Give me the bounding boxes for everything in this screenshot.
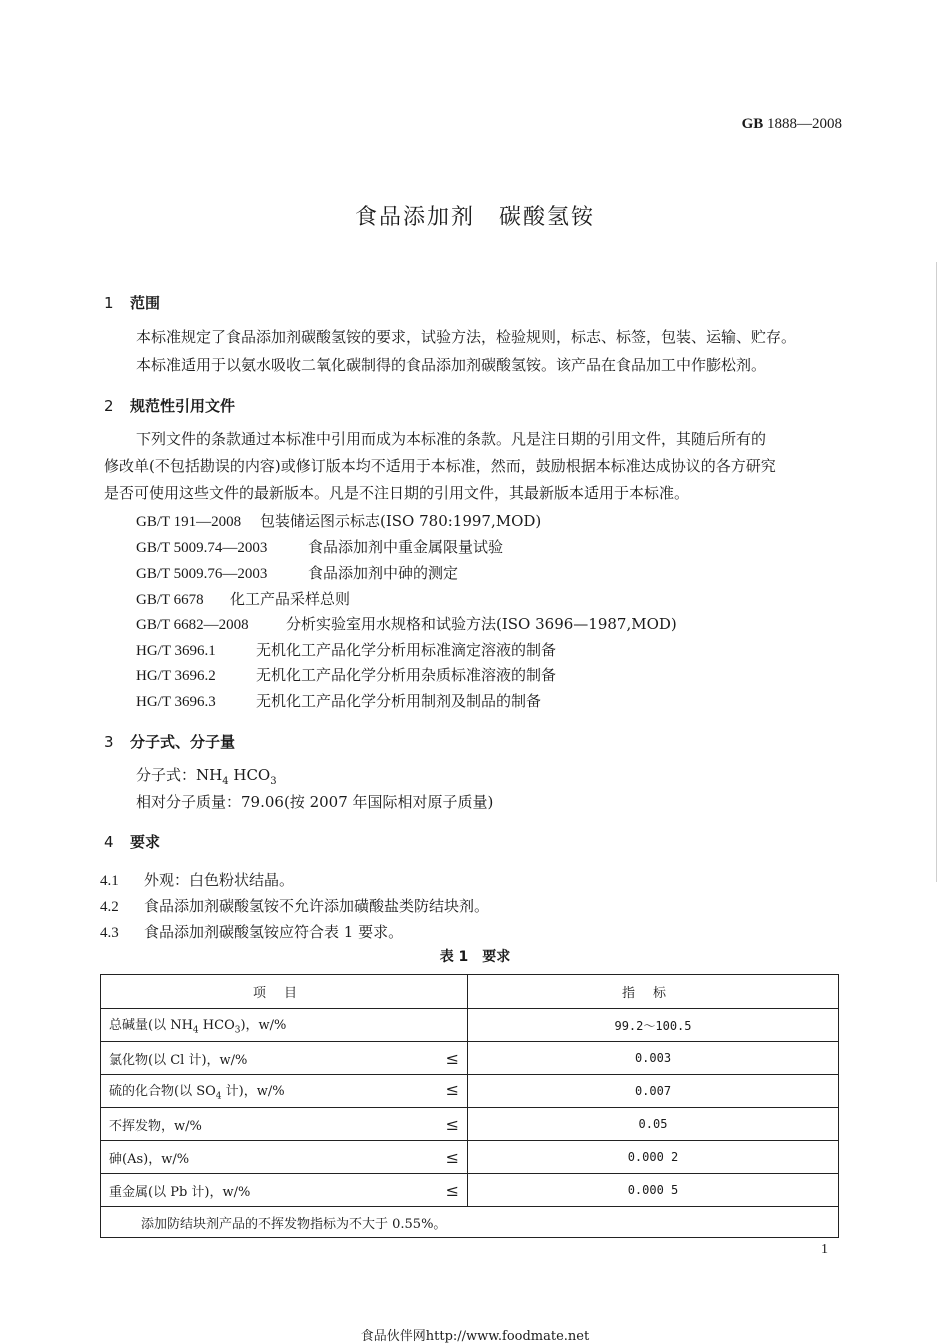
section-number: 3 (104, 733, 114, 751)
reference-item (136, 639, 556, 660)
reference-item (136, 562, 458, 583)
section-title: 规范性引用文件 (130, 397, 236, 415)
reference-title: 包装储运图示标志(ISO 780:1997,MOD) (260, 512, 542, 530)
reference-item (136, 690, 541, 711)
clause-number: 4.2 (100, 899, 119, 915)
clause-item (100, 869, 294, 890)
column-header-value: 指标 (468, 975, 839, 1009)
reference-item (136, 536, 503, 557)
table-row (101, 1075, 839, 1108)
clause-text: 食品添加剂碳酸氢铵应符合表 1 要求。 (144, 923, 404, 941)
reference-title: 无机化工产品化学分析用杂质标准溶液的制备 (256, 666, 557, 684)
reference-code: HG/T 3696.2 (136, 668, 216, 684)
clause-number: 4.1 (100, 873, 119, 889)
reference-title: 食品添加剂中重金属限量试验 (308, 538, 504, 556)
reference-item (136, 588, 350, 609)
column-header-item: 项目 (101, 975, 468, 1009)
reference-item (136, 613, 677, 634)
formula-label: 分子式： (136, 766, 197, 784)
row-value: 0.000 2 (468, 1141, 839, 1174)
table-caption: 表 1 要求 (439, 949, 511, 965)
requirements-table (100, 974, 839, 1238)
section-title: 范围 (130, 294, 161, 312)
section-1-para-2: 本标准适用于以氨水吸收二氧化碳制得的食品添加剂碳酸氢铵。该产品在食品加工中作膨松剂。 (136, 356, 767, 374)
item-subscript: 4 (192, 1025, 199, 1036)
reference-title: 分析实验室用水规格和试验方法(ISO 3696—1987,MOD) (286, 615, 677, 633)
row-value: 0.05 (468, 1108, 839, 1141)
section-1-para-1: 本标准规定了食品添加剂碳酸氢铵的要求，试验方法，检验规则，标志、标签，包装、运输、贮存。 (136, 328, 797, 346)
reference-item (136, 664, 556, 685)
reference-title: 食品添加剂中砷的测定 (308, 564, 459, 582)
row-value: 0.003 (468, 1042, 839, 1075)
reference-code: GB/T 6682—2008 (136, 617, 249, 633)
clause-item (100, 921, 403, 942)
item-text: 计)，w/% (221, 1084, 285, 1100)
section-2-heading (104, 395, 235, 416)
table-row (101, 1141, 839, 1174)
row-item (101, 1141, 468, 1174)
section-2-para-line-1: 下列文件的条款通过本标准中引用而成为本标准的条款。凡是注日期的引用文件，其随后所有的 (136, 430, 767, 448)
section-number: 2 (104, 397, 114, 415)
row-item (101, 1174, 468, 1207)
section-number: 4 (104, 833, 114, 851)
item-text: 硫的化合物(以 SO (109, 1084, 216, 1100)
reference-code: GB/T 5009.76—2003 (136, 566, 268, 582)
reference-code: GB/T 6678 (136, 592, 204, 608)
row-item (101, 1075, 468, 1108)
item-text: 重金属(以 Pb 计)，w/% (109, 1184, 251, 1200)
less-equal-sign: ≤ (445, 1048, 459, 1068)
reference-title: 化工产品采样总则 (230, 590, 351, 608)
clause-number: 4.3 (100, 925, 119, 941)
molecular-mass: 相对分子质量：79.06(按 2007 年国际相对原子质量) (136, 793, 494, 811)
standard-code-number: 1888—2008 (763, 116, 842, 132)
reference-title: 无机化工产品化学分析用制剂及制品的制备 (256, 692, 542, 710)
standard-code-prefix: GB (741, 116, 764, 132)
reference-code: HG/T 3696.3 (136, 694, 216, 710)
row-value: 0.000 5 (468, 1174, 839, 1207)
clause-text: 外观：白色粉状结晶。 (144, 871, 295, 889)
section-2-para-line-3: 是否可使用这些文件的最新版本。凡是不注日期的引用文件，其最新版本适用于本标准。 (104, 484, 690, 502)
table-row (101, 1174, 839, 1207)
section-title: 要求 (130, 833, 161, 851)
footer-watermark: 食品伙伴网http://www.foodmate.net (360, 1329, 590, 1344)
section-2-para-line-2: 修改单(不包括勘误的内容)或修订版本均不适用于本标准，然而，鼓励根据本标准达成协议的各方研究 (104, 457, 776, 475)
clause-item (100, 895, 489, 916)
section-number: 1 (104, 294, 114, 312)
section-title: 分子式、分子量 (130, 733, 236, 751)
reference-code: GB/T 191—2008 (136, 514, 242, 530)
row-item (101, 1009, 468, 1042)
page-number: 1 (821, 1242, 828, 1257)
item-text: 氯化物(以 Cl 计)，w/% (109, 1052, 248, 1068)
row-value: 99.2～100.5 (468, 1009, 839, 1042)
less-equal-sign: ≤ (445, 1114, 459, 1134)
section-3-heading (104, 731, 235, 752)
reference-title: 无机化工产品化学分析用标准滴定溶液的制备 (256, 641, 557, 659)
less-equal-sign: ≤ (445, 1180, 459, 1200)
standard-code (742, 116, 842, 133)
scan-edge-line (936, 262, 937, 882)
table-note-row (101, 1207, 839, 1238)
less-equal-sign: ≤ (445, 1080, 459, 1100)
item-text: 不挥发物，w/% (109, 1118, 202, 1134)
formula-subscript: 3 (270, 776, 277, 787)
item-text: 总碱量(以 NH (109, 1018, 193, 1034)
table-header-row (101, 975, 839, 1009)
row-item (101, 1042, 468, 1075)
row-item (101, 1108, 468, 1141)
item-subscript: 4 (215, 1091, 222, 1102)
document-title: 食品添加剂 碳酸氢铵 (354, 205, 595, 230)
table-row (101, 1108, 839, 1141)
table-row (101, 1009, 839, 1042)
less-equal-sign: ≤ (445, 1147, 459, 1167)
item-text: HCO (198, 1018, 235, 1034)
item-text: )，w/% (240, 1018, 287, 1034)
formula-subscript: 4 (222, 776, 229, 787)
row-value: 0.007 (468, 1075, 839, 1108)
item-subscript: 3 (234, 1025, 241, 1036)
clause-text: 食品添加剂碳酸氢铵不允许添加磺酸盐类防结块剂。 (144, 897, 490, 915)
section-1-heading (104, 292, 160, 313)
reference-item (136, 510, 541, 531)
reference-code: HG/T 3696.1 (136, 643, 216, 659)
table-note: 添加防结块剂产品的不挥发物指标为不大于 0.55%。 (101, 1207, 839, 1238)
table-row (101, 1042, 839, 1075)
formula-part: HCO (228, 766, 271, 784)
reference-code: GB/T 5009.74—2003 (136, 540, 268, 556)
formula-part: NH (196, 766, 223, 784)
item-text: 砷(As)，w/% (109, 1151, 190, 1167)
section-4-heading (104, 831, 160, 852)
